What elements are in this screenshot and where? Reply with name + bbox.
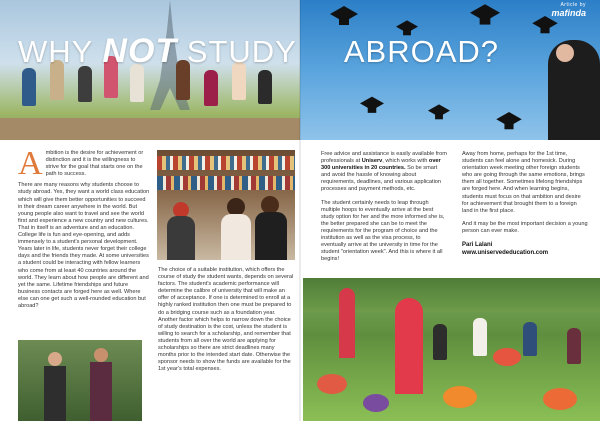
bean-bag [317,374,347,394]
welcome-banner-flag [395,298,423,394]
student-body [90,362,112,421]
bean-bag [543,388,577,410]
bean-bag [493,348,521,366]
title-word-abroad: ABROAD? [343,34,500,69]
author-website: www.uniservededucation.com [462,250,549,257]
intro-paragraph [18,145,150,182]
title-word-study: STUDY [186,34,297,69]
brand-name: mafinda [551,8,586,18]
photo-orientation-welcome [303,278,600,421]
bookshelf [157,176,295,190]
graduation-cap-icon [428,104,450,122]
closing-paragraph: And it may be the most important decision a young person can ever make. [462,220,588,234]
graduation-cap-icon [496,112,522,132]
student-head [94,348,108,362]
student-body [44,366,66,421]
graduation-cap-icon [330,6,358,28]
intro-text: mbition is the desire for achievement or distinction and it is the willingness to strive for the goal that starts one on the path to success. [45,150,144,178]
student-body [167,216,195,260]
body-paragraph: The choice of a suitable institution, which offers the course of study the student wants, depends on several factors. The student's academic performance will determine the calibre of university that will make an offer of acceptance. If one is determined to enroll at a highly ranked institution then one must be prepared to do a bridging course such as a foundation year. Another factor which helps to narrow down the choice of study destination is the cost, unless the student is willing to search for a scholarship, and remember that students from all over the world are applying for scholarships so there are strict deadlines many months prior to the intended start date. Otherwise the sponsor needs to show the funds are available for the 1st year's total expenses. [158,267,294,373]
student-body [255,212,287,260]
student-figure [22,68,36,106]
bean-bag [363,394,389,412]
bookshelf [157,156,295,170]
column-4 [462,151,588,257]
body-paragraph: There are many reasons why students choose to study abroad. Yes, they want a world class education which will give them better opportunities to succeed in their dream career anywhere in the world. But young people also want to travel and see the world first and experience a new country and new cultures. That in itself is an adventure and an education. College life is fun and eye-opening, and adds immensely to a student's personal development. Years later in life, students never forget their college days and the friends they made. At some universities a student could be interacting with fellow learners who come from at least 40 countries around the world. They learn about how people are different and yet the same. Lifetime friendships and future business contacts are forged here as well. Where else can one get such a well-rounded education but abroad? [18,182,150,309]
student-head [48,352,62,366]
student-figure [204,70,218,106]
page-title [18,32,598,71]
student-figure [473,318,487,356]
bean-bag [443,386,477,408]
photo-students-walking [18,340,142,421]
student-figure [433,324,447,360]
body-paragraph: Away from home, perhaps for the 1st time, students can feel alone and homesick. During orientation week meeting other foreign students who are going through the same emotions, brings them all together. Sometimes lifelong friendships are forged here. And when learning begins, students must focus on that ambition and desire for achievement that brought them to a foreign land in the first place. [462,151,585,214]
uniserv-paragraph [321,151,447,194]
column-1 [18,145,150,316]
brand-logo [551,2,586,18]
uniserv-text-after: So be smart and avoid the hassle of knowing about requirements, deadlines, and various application processes and payment methods, etc. [321,165,442,193]
author-name: Pari Lalani [462,242,493,249]
title-word-not: NOT [102,32,178,70]
graduation-cap-icon [470,4,500,28]
dropcap-letter: A [18,145,43,182]
graduation-cap-icon [360,96,384,116]
uniserv-highlight: over 300 universities in 20 countries. [321,158,441,172]
uniserv-text-before: Free advice and assistance is easily available from professionals at [321,151,447,165]
body-paragraph: The student certainly needs to leap through multiple hoops to eventually arrive at the best study option for her and the more informed she is, the better prepared she can be to meet the requirements for the program of choice and the institution as well as the visa process, to eventually arrive at the university in time for the student "orientation week". And this is where it all begins! [321,199,445,263]
title-word-why: WHY [18,34,93,69]
column-3 [321,151,447,269]
student-figure [567,328,581,364]
photo-library-students [157,150,295,260]
student-figure [78,66,92,102]
student-figure [523,322,537,356]
welcome-banner-flag [339,288,355,358]
column-2 [158,267,294,379]
student-body [221,214,251,260]
uniserv-company-name: Uniserv [361,158,383,165]
brand-prefix: Article by [560,2,586,8]
gravel-path [0,118,300,140]
page-spine [299,0,301,421]
student-figure [258,70,272,104]
uniserv-text-middle: , which works with [382,158,429,165]
